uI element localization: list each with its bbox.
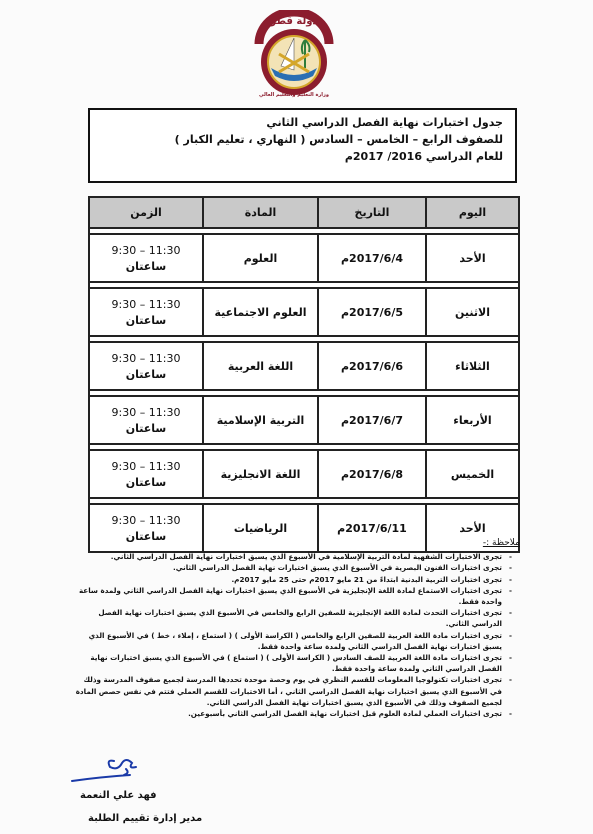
title-line-3: للعام الدراسي 2016/ 2017م [344,150,503,163]
header-subject: المادة [203,197,318,228]
cell-subject: الرياضيات [203,504,318,552]
cell-time [89,288,203,336]
table-row [89,450,519,498]
duration: ساعتان [125,313,167,327]
exam-schedule-table [88,196,520,553]
table-row [89,396,519,444]
duration: ساعتان [125,259,167,273]
note-item: - تجرى الاختبارات الشفهية لمادة التربية الإسلامية في الأسبوع الذي يسبق اختبارات نهاية الفصل الدراسي الثاني. [70,551,510,562]
table-header-row [89,197,519,228]
time-range: 9:30 – 11:30 [111,459,181,473]
note-item: - تجرى اختبارات تكنولوجيا المعلومات للقسم النظري في يوم وحصة موحدة تحددها المدرسة لجميع صفوف المدرسة وذلك في الأسبوع الذي يسبق اختبارات نهاية الفصل الدراسي الثاني ، أما الاختبارات للقسم العملي فتتم في نفس حصص المادة لجميع الصفوف وذلك في الأسبوع الذي يسبق اختبارات نهاية الفصل الدراسي الثاني. [70,674,510,708]
header-date: التاريخ [318,197,426,228]
header-day: اليوم [426,197,519,228]
ministry-logo [253,10,335,100]
note-item: - تجرى اختبارات التربية البدنية ابتداءً من 21 مايو 2017م حتى 25 مايو 2017م. [70,574,510,585]
handwritten-signature [70,755,150,785]
notes-list [70,551,520,719]
duration: ساعتان [125,367,167,381]
table-row [89,288,519,336]
duration: ساعتان [125,421,167,435]
title-line-1: جدول اختبارات نهاية الفصل الدراسي الثاني [266,116,503,129]
cell-subject: اللغة الانجليزية [203,450,318,498]
cell-subject: العلوم [203,234,318,282]
cell-date: 2017/6/11م [318,504,426,552]
note-item: - تجرى اختبارات التحدث لمادة اللغة الإنجليزية للصفين الرابع والخامس في الأسبوع الذي يسبق اختبارات نهاية الفصل الدراسي الثاني. [70,607,510,629]
cell-time [89,396,203,444]
title-box [88,108,517,183]
cell-day: الخميس [426,450,519,498]
logo-arc-text: دولة قطر [270,16,318,27]
cell-date: 2017/6/7م [318,396,426,444]
notes-section [70,537,520,719]
table-row [89,234,519,282]
cell-date: 2017/6/4م [318,234,426,282]
duration: ساعتان [125,475,167,489]
notes-title: ملاحظة :- [482,538,520,548]
cell-date: 2017/6/5م [318,288,426,336]
time-range: 9:30 – 11:30 [111,513,181,527]
cell-day: الثلاثاء [426,342,519,390]
note-item: - تجرى اختبارات مادة اللغة العربية للصف السادس ( الكراسة الأولى ) ( استماع ) في الأسبوع الذي يسبق اختبارات نهاية الفصل الدراسي الثاني ولمدة ساعة واحدة فقط. [70,652,510,674]
time-range: 9:30 – 11:30 [111,297,181,311]
cell-time [89,450,203,498]
cell-day: الاثنين [426,288,519,336]
cell-subject: العلوم الاجتماعية [203,288,318,336]
table-row [89,342,519,390]
title-line-2: للصفوف الرابع – الخامس – السادس ( النهاري ، تعليم الكبار ) [174,133,503,146]
header-time: الزمن [89,197,203,228]
note-item: - تجرى اختبارات الاستماع لمادة اللغة الإنجليزية في الأسبوع الذي يسبق اختبارات نهاية الفصل الدراسي الثاني ولمدة ساعة واحدة فقط. [70,585,510,607]
cell-day: الأربعاء [426,396,519,444]
cell-date: 2017/6/8م [318,450,426,498]
logo-ring-text: وزارة التعليم والتعليم العالي [258,92,330,98]
note-item: - تجرى اختبارات الفنون البصرية في الأسبوع الذي يسبق اختبارات نهاية الفصل الدراسي الثاني. [70,562,510,573]
note-item: - تجرى اختبارات مادة اللغة العربية للصفين الرابع والخامس ( الكراسة الأولى ) ( استماع ، إملاء ، خط ) في الأسبوع الذي يسبق اختبارات نهاية الفصل الدراسي الثاني ولمدة ساعة واحدة فقط. [70,630,510,652]
cell-date: 2017/6/6م [318,342,426,390]
duration: ساعتان [125,529,167,543]
cell-time [89,234,203,282]
cell-day: الأحد [426,234,519,282]
time-range: 9:30 – 11:30 [111,243,181,257]
cell-subject: اللغة العربية [203,342,318,390]
cell-subject: التربية الإسلامية [203,396,318,444]
signatory-role: مدير إدارة تقييم الطلبة [88,813,203,824]
time-range: 9:30 – 11:30 [111,351,181,365]
note-item: - تجرى اختبارات العملي لمادة العلوم قبل اختبارات نهاية الفصل الدراسي الثاني بأسبوعين. [70,708,510,719]
cell-day: الأحد [426,504,519,552]
cell-time [89,342,203,390]
time-range: 9:30 – 11:30 [111,405,181,419]
signatory-name: فهد علي النعمة [80,790,157,801]
